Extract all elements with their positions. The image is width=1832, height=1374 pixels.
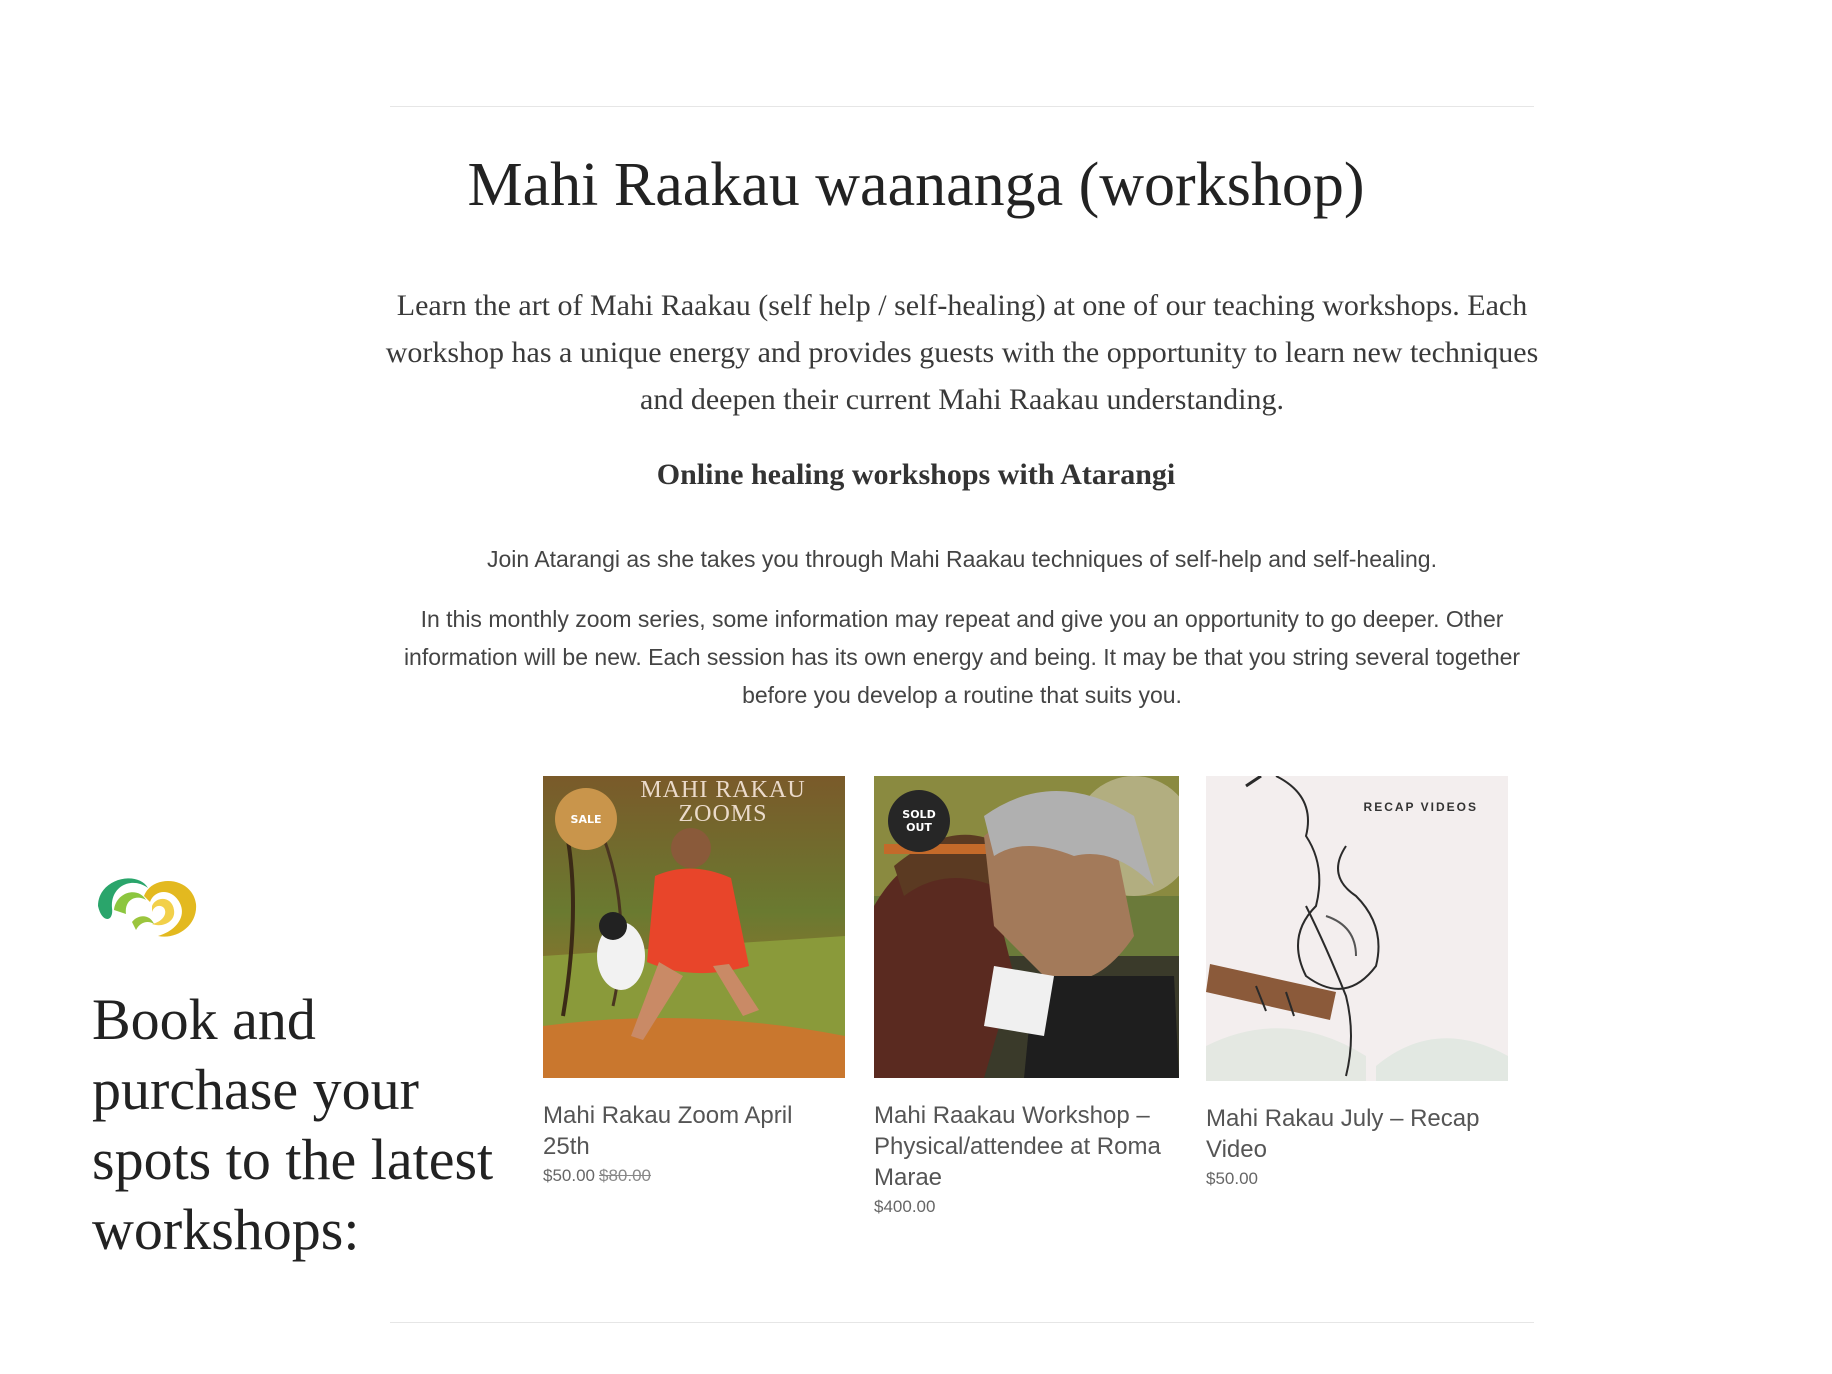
product-image-link[interactable] (874, 776, 1179, 1078)
product-card (1206, 776, 1508, 1189)
product-image-link[interactable] (543, 776, 845, 1078)
sale-price: $50.00 (543, 1166, 595, 1185)
top-divider (390, 106, 1534, 107)
image-overlay-title: MAHI RAKAU ZOOMS (640, 777, 806, 827)
product-price: $400.00 (874, 1197, 936, 1216)
product-price (543, 1166, 845, 1186)
sale-badge: SALE (555, 788, 617, 850)
sold-out-badge: SOLD OUT (888, 790, 950, 852)
koru-logo-icon (92, 866, 200, 942)
description-paragraph-2: In this monthly zoom series, some information may repeat and give you an opportunity to go deeper. Other information will be new. Each session has its own energy and being. It may be that you string several together before you develop a routine that suits you. (403, 606, 1521, 708)
product-image (1206, 776, 1508, 1081)
product-price: $50.00 (1206, 1169, 1258, 1188)
section-subheading: Online healing workshops with Atarangi (656, 458, 1176, 491)
product-title-link[interactable]: Mahi Rakau Zoom April 25th (543, 1102, 793, 1160)
product-card (543, 776, 845, 1186)
product-image-link[interactable] (1206, 776, 1508, 1081)
bottom-divider (390, 1322, 1534, 1323)
product-card (874, 776, 1179, 1217)
product-title-link[interactable]: Mahi Rakau July – Recap Video (1206, 1105, 1480, 1163)
intro-text: Learn the art of Mahi Raakau (self help / self-healing) at one of our teaching workshops. Each workshop has a unique energy and provides guests with the opportunity to learn new techniques and deepen their current Mahi Raakau understanding. (385, 289, 1539, 416)
product-title-link[interactable]: Mahi Raakau Workshop – Physical/attendee at Roma Marae (874, 1102, 1161, 1191)
image-overlay-label: RECAP VIDEOS (1363, 800, 1478, 814)
booking-heading: Book and purchase your spots to the latest workshops: (92, 987, 494, 1262)
page-title: Mahi Raakau waananga (workshop) (467, 151, 1365, 219)
original-price: $80.00 (599, 1166, 651, 1185)
description-paragraph-1: Join Atarangi as she takes you through Mahi Raakau techniques of self-help and self-healing. (487, 546, 1437, 572)
